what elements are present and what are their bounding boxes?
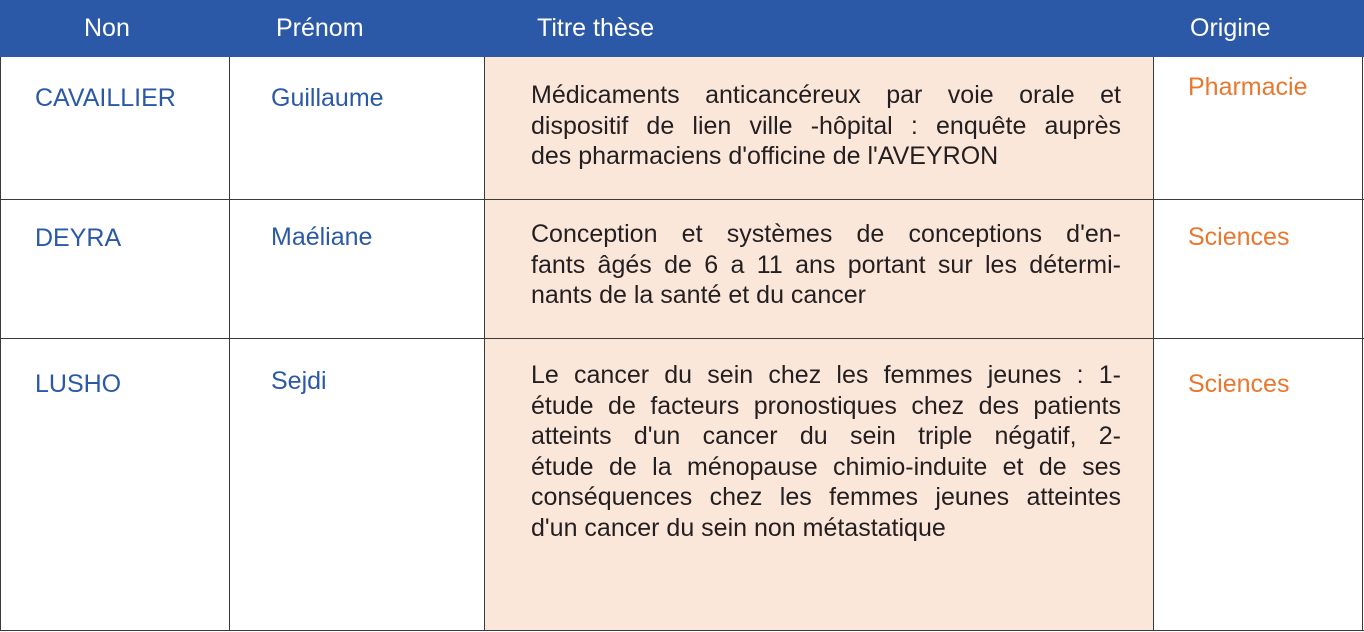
title-cell — [484, 57, 1154, 199]
title-line: conséquences chez les femmes jeunes atteintes — [531, 483, 1121, 511]
title-cell — [484, 199, 1154, 338]
thesis-title — [531, 360, 1121, 543]
nom-cell: LUSHO — [35, 370, 122, 398]
prenom-cell: Guillaume — [271, 84, 384, 112]
title-line: fants âgés de 6 a 11 ans portant sur les détermi- — [531, 250, 1121, 279]
table-row — [0, 199, 1364, 338]
table-header — [0, 0, 1364, 57]
title-line: des pharmaciens d'officine de l'AVEYRON — [531, 142, 999, 170]
grid-line — [1362, 57, 1363, 631]
grid-line — [0, 338, 1364, 339]
title-line: atteints d'un cancer du sein triple négatif, 2- — [531, 422, 1121, 450]
header-nom: Non — [84, 14, 130, 42]
title-line: Médicaments anticancéreux par voie orale et — [531, 81, 1121, 109]
grid-line — [1153, 57, 1154, 631]
grid-line — [484, 57, 485, 631]
origine-cell: Pharmacie — [1188, 73, 1308, 101]
grid-line — [0, 199, 1364, 200]
origine-cell: Sciences — [1188, 223, 1290, 251]
title-line: d'un cancer du sein non métastatique — [531, 513, 946, 542]
grid-line — [0, 630, 1364, 631]
origine-cell: Sciences — [1188, 370, 1290, 398]
nom-cell: DEYRA — [35, 224, 122, 252]
title-line: Le cancer du sein chez les femmes jeunes : 1- — [531, 361, 1121, 389]
title-line: étude de la ménopause chimio-induite et de ses — [531, 452, 1121, 481]
header-origine: Origine — [1190, 14, 1271, 42]
title-line: dispositif de lien ville -hôpital : enquête auprès — [531, 111, 1121, 140]
prenom-cell: Maéliane — [271, 223, 373, 251]
title-line: Conception et systèmes de conceptions d'en- — [531, 220, 1121, 248]
header-titre: Titre thèse — [537, 14, 655, 42]
title-cell — [484, 338, 1154, 631]
table-row — [0, 338, 1364, 631]
grid-line — [229, 57, 230, 631]
thesis-title — [531, 80, 1121, 172]
title-line: nants de la santé et du cancer — [531, 281, 866, 309]
table-row — [0, 57, 1364, 199]
thesis-title — [531, 219, 1121, 311]
prenom-cell: Sejdi — [271, 367, 327, 395]
header-prenom: Prénom — [276, 14, 364, 42]
title-line: étude de facteurs pronostiques chez des patients — [531, 391, 1121, 420]
nom-cell: CAVAILLIER — [35, 84, 176, 112]
grid-line — [0, 57, 1, 631]
